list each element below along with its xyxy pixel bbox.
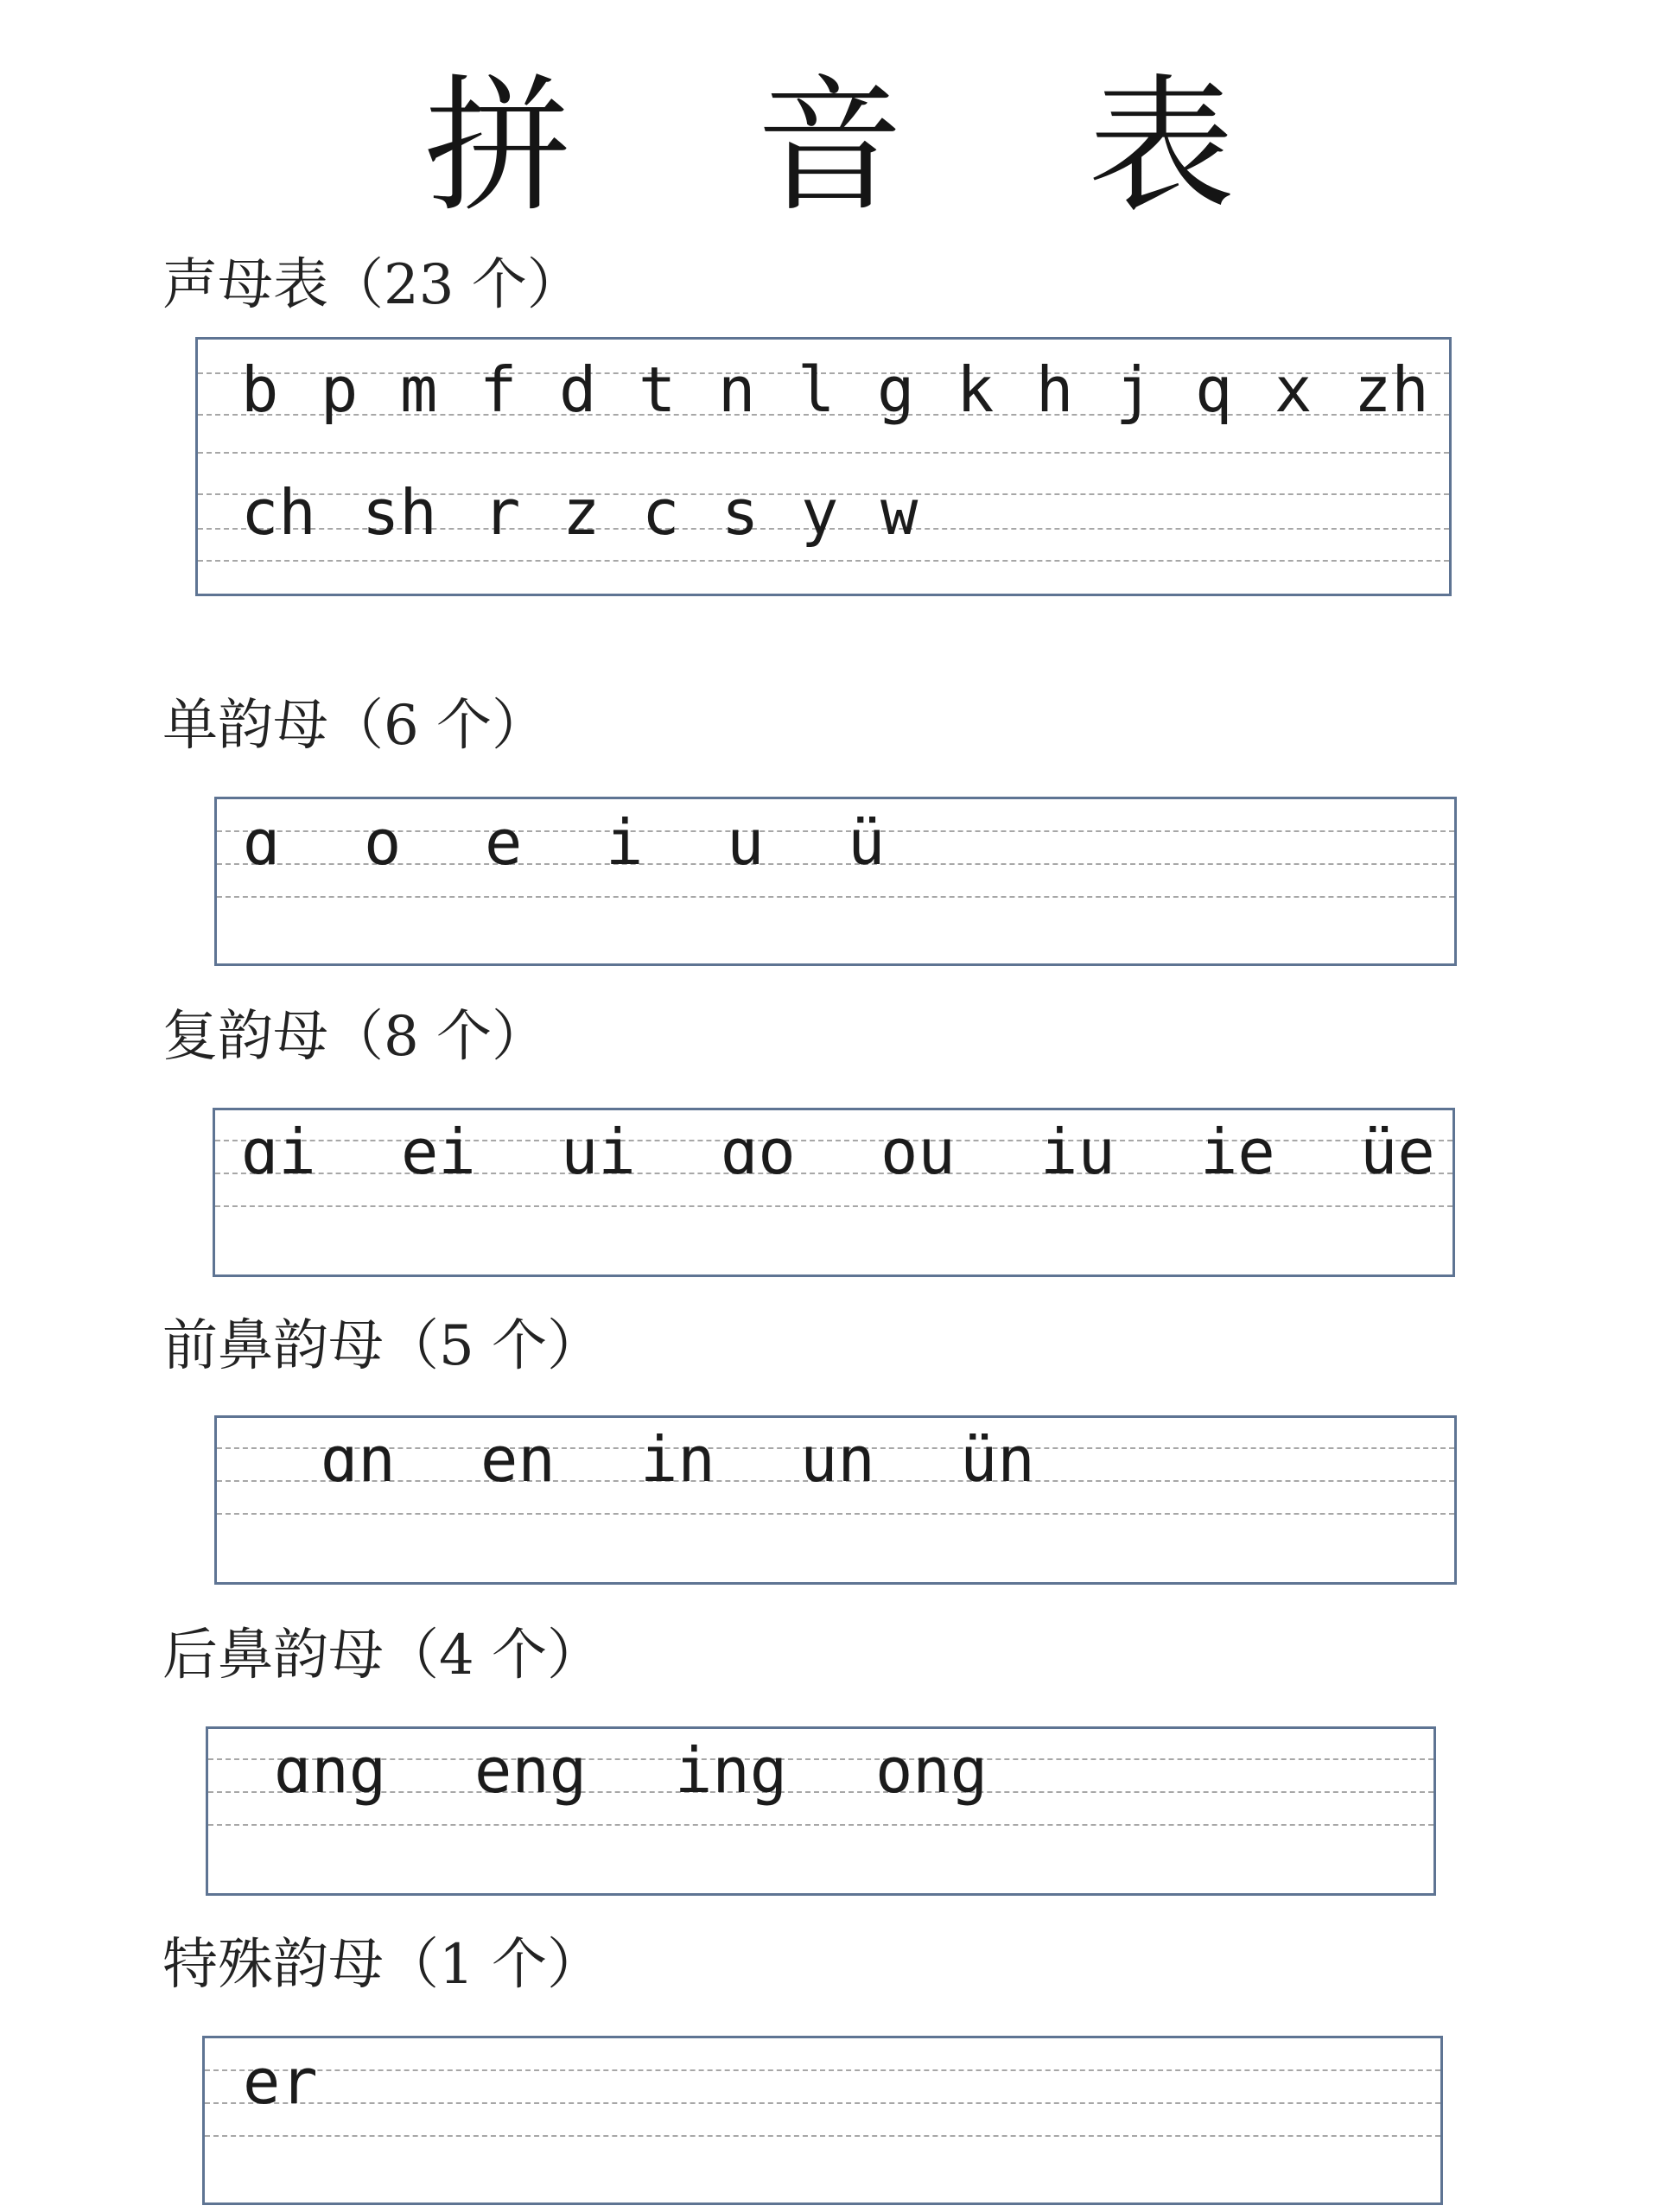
writing-box-compound-finals bbox=[213, 1108, 1455, 1277]
pinyin-letter: sh bbox=[362, 476, 437, 549]
writing-box-special-final bbox=[202, 2036, 1443, 2205]
guide-line bbox=[215, 1205, 1452, 1207]
section-heading-front-nasal-finals: 前鼻韵母（5 个） bbox=[162, 1314, 603, 1378]
pinyin-letter: d bbox=[559, 353, 597, 426]
pinyin-row bbox=[241, 1116, 1446, 1188]
pinyin-letter: n bbox=[718, 353, 756, 426]
guide-line bbox=[198, 452, 1449, 454]
pinyin-letter: r bbox=[483, 476, 521, 549]
pinyin-letter: t bbox=[639, 353, 677, 426]
pinyin-row bbox=[321, 1423, 1120, 1496]
pinyin-letter: eng bbox=[474, 1734, 588, 1807]
pinyin-row bbox=[241, 353, 1440, 426]
pinyin-letter: x bbox=[1274, 353, 1313, 426]
pinyin-letter: ɑi bbox=[241, 1116, 316, 1188]
pinyin-letter: ie bbox=[1200, 1116, 1275, 1188]
guide-line bbox=[205, 2102, 1440, 2104]
pinyin-row bbox=[241, 476, 960, 549]
writing-box-back-nasal-finals bbox=[206, 1726, 1436, 1896]
pinyin-row bbox=[274, 1734, 1076, 1807]
pinyin-letter: ch bbox=[241, 476, 316, 549]
pinyin-letter: ong bbox=[875, 1734, 988, 1807]
section-heading-initials: 声母表（23 个） bbox=[162, 253, 582, 317]
pinyin-row bbox=[243, 2045, 346, 2118]
section-heading-back-nasal-finals: 后鼻韵母（4 个） bbox=[162, 1624, 603, 1688]
writing-box-initials bbox=[195, 337, 1452, 596]
guide-line bbox=[205, 2069, 1440, 2071]
pinyin-letter: f bbox=[480, 353, 518, 426]
pinyin-letter: q bbox=[1195, 353, 1233, 426]
pinyin-letter: ɑng bbox=[274, 1734, 387, 1807]
guide-line bbox=[205, 2135, 1440, 2137]
pinyin-letter: m bbox=[400, 353, 438, 426]
writing-box-simple-finals bbox=[214, 797, 1457, 966]
pinyin-letter: ou bbox=[880, 1116, 956, 1188]
pinyin-letter: ing bbox=[675, 1734, 788, 1807]
pinyin-letter: y bbox=[801, 476, 839, 549]
pinyin-letter: h bbox=[1036, 353, 1074, 426]
pinyin-letter: j bbox=[1116, 353, 1154, 426]
section-heading-compound-finals: 复韵母（8 个） bbox=[162, 1005, 548, 1069]
pinyin-letter: ui bbox=[561, 1116, 636, 1188]
pinyin-letter: zh bbox=[1354, 353, 1429, 426]
pinyin-letter: i bbox=[606, 806, 644, 879]
pinyin-letter: en bbox=[480, 1423, 556, 1496]
pinyin-letter: g bbox=[877, 353, 915, 426]
pinyin-letter: o bbox=[364, 806, 402, 879]
pinyin-letter: er bbox=[243, 2045, 318, 2118]
pinyin-letter: e bbox=[485, 806, 523, 879]
guide-line bbox=[217, 1513, 1454, 1515]
pinyin-letter: in bbox=[640, 1423, 715, 1496]
pinyin-letter: z bbox=[563, 476, 601, 549]
pinyin-letter: ün bbox=[960, 1423, 1035, 1496]
pinyin-letter: b bbox=[241, 353, 279, 426]
pinyin-letter: s bbox=[721, 476, 760, 549]
pinyin-letter: ü bbox=[848, 806, 886, 879]
pinyin-letter: iu bbox=[1040, 1116, 1116, 1188]
pinyin-letter: k bbox=[957, 353, 995, 426]
section-heading-special-final: 特殊韵母（1 个） bbox=[162, 1933, 603, 1997]
pinyin-letter: un bbox=[800, 1423, 875, 1496]
writing-box-front-nasal-finals bbox=[214, 1415, 1457, 1585]
pinyin-letter: u bbox=[727, 806, 765, 879]
guide-line bbox=[208, 1824, 1433, 1826]
pinyin-letter: ei bbox=[401, 1116, 476, 1188]
pinyin-letter: ɑn bbox=[321, 1423, 396, 1496]
pinyin-letter: ɑo bbox=[721, 1116, 796, 1188]
pinyin-letter: w bbox=[880, 476, 918, 549]
pinyin-letter: üe bbox=[1360, 1116, 1435, 1188]
section-heading-simple-finals: 单韵母（6 个） bbox=[162, 694, 548, 758]
pinyin-letter: l bbox=[798, 353, 836, 426]
pinyin-letter: p bbox=[321, 353, 359, 426]
page-title: 拼 音 表 bbox=[423, 61, 1305, 232]
pinyin-letter: c bbox=[642, 476, 680, 549]
guide-line bbox=[198, 560, 1449, 562]
pinyin-row bbox=[243, 806, 969, 879]
pinyin-letter: ɑ bbox=[243, 806, 281, 879]
guide-line bbox=[217, 896, 1454, 898]
